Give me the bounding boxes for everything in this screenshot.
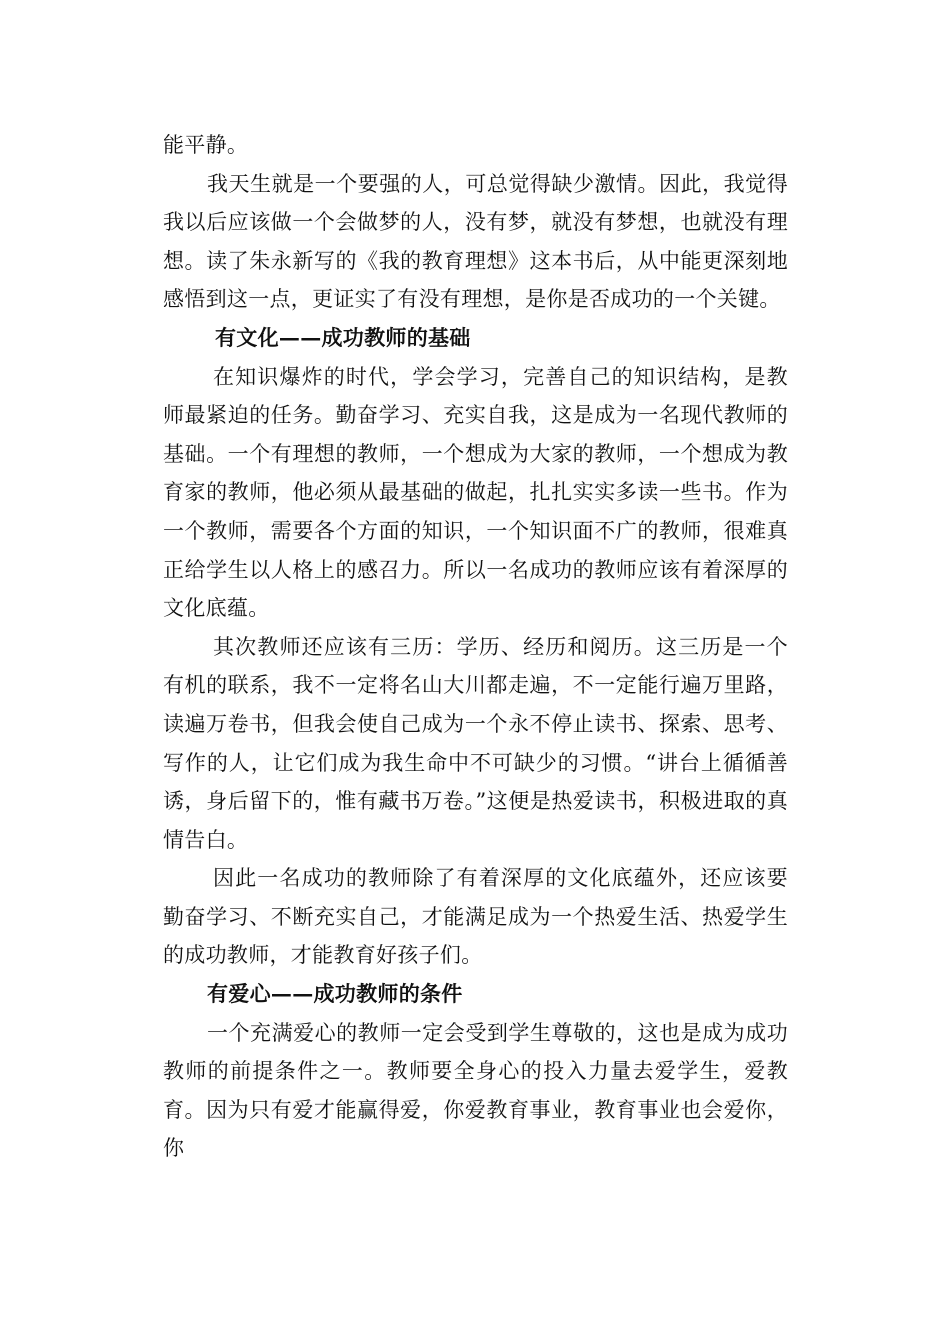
paragraph-love: 一个充满爱心的教师一定会受到学生尊敬的，这也是成为成功教师的前提条件之一。教师要全身心的投入力量去爱学生，爱教育。因为只有爱才能赢得爱，你爱教育事业，教育事业也会爱你，你	[163, 1020, 788, 1161]
paragraph-continuation: 能平静。	[163, 133, 249, 157]
paragraph-knowledge: 在知识爆炸的时代，学会学习，完善自己的知识结构，是教师最紧迫的任务。勤奋学习、充实自我，这是成为一名现代教师的基础。一个有理想的教师，一个想成为大家的教师，一个想成为教育家的教师，他必须从最基础的做起，扎扎实实多读一些书。作为一个教师，需要各个方面的知识，一个知识面不广的教师，很难真正给学生以人格上的感召力。所以一名成功的教师应该有着深厚的文化底蕴。	[163, 364, 788, 621]
paragraph-three-experiences: 其次教师还应该有三历：学历、经历和阅历。这三历是一个有机的联系，我不一定将名山大川都走遍，不一定能行遍万里路，读遍万卷书，但我会使自己成为一个永不停止读书、探索、思考、写作的人，让它们成为我生命中不可缺少的习惯。“讲台上循循善诱，身后留下的，惟有藏书万卷。”这便是热爱读书，积极进取的真情告白。	[163, 634, 788, 852]
section-heading-love: 有爱心——成功教师的条件	[207, 981, 463, 1007]
paragraph-dream: 我天生就是一个要强的人，可总觉得缺少激情。因此，我觉得我以后应该做一个会做梦的人，没有梦，就没有梦想，也就没有理想。读了朱永新写的《我的教育理想》这本书后，从中能更深刻地感悟到这一点，更证实了有没有理想，是你是否成功的一个关键。	[163, 171, 788, 312]
section-heading-culture: 有文化——成功教师的基础	[215, 324, 471, 350]
paragraph-conclusion: 因此一名成功的教师除了有着深厚的文化底蕴外，还应该要勤奋学习、不断充实自己，才能满足成为一个热爱生活、热爱学生的成功教师，才能教育好孩子们。	[163, 866, 788, 968]
document-body	[163, 126, 788, 1168]
